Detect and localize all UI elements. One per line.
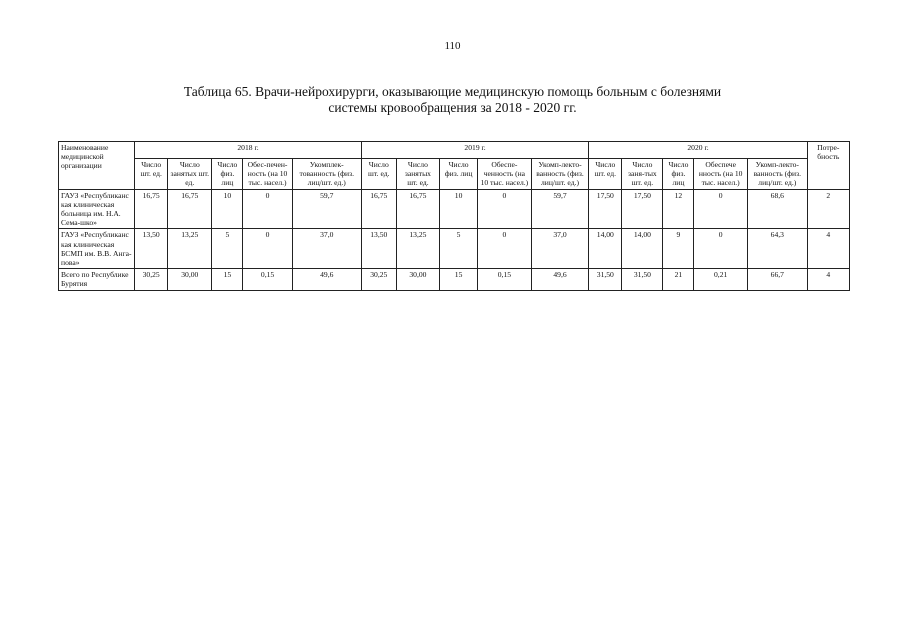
table-cell: 13,50	[135, 229, 168, 269]
table-cell: 30,00	[168, 269, 212, 290]
table-cell: 59,7	[292, 189, 361, 229]
header-organization: Наименование медицинской организации	[59, 142, 135, 190]
table-cell: 14,00	[622, 229, 663, 269]
table-cell: 64,3	[747, 229, 807, 269]
subheader: Укомп-лекто-ванность (физ. лиц/шт. ед.)	[747, 159, 807, 190]
table-row	[59, 269, 850, 290]
need-cell: 4	[807, 229, 849, 269]
table-cell: 0	[694, 229, 748, 269]
table-cell: 37,0	[292, 229, 361, 269]
page-number: 110	[444, 40, 461, 52]
table-cell: 16,75	[168, 189, 212, 229]
subheader: Обеспе-ченность (на 10 тыс. насел.)	[478, 159, 532, 190]
table-cell: 31,50	[622, 269, 663, 290]
table-cell: 49,6	[531, 269, 589, 290]
table-cell: 49,6	[292, 269, 361, 290]
title-line-1: Таблица 65. Врачи-нейрохирурги, оказывающие медицинскую помощь больным с болезнями	[183, 84, 722, 99]
subheader: Число физ. лиц	[440, 159, 478, 190]
need-cell: 2	[807, 189, 849, 229]
table-cell: 13,25	[396, 229, 439, 269]
table-cell: 0,15	[478, 269, 532, 290]
table-cell: 17,50	[622, 189, 663, 229]
table-cell: 5	[212, 229, 243, 269]
subheader: Число шт. ед.	[361, 159, 396, 190]
table-cell: 17,50	[589, 189, 622, 229]
table-cell: 5	[440, 229, 478, 269]
subheader: Число шт. ед.	[589, 159, 622, 190]
table-cell: 30,00	[396, 269, 439, 290]
table-cell: 15	[440, 269, 478, 290]
subheader: Укомплек-тованность (физ. лиц/шт. ед.)	[292, 159, 361, 190]
table-cell: 10	[212, 189, 243, 229]
table-cell: 15	[212, 269, 243, 290]
table-cell: 68,6	[747, 189, 807, 229]
organization-name: ГАУЗ «Республиканс кая клиническая БСМП им. В.В. Анга-пова»	[59, 229, 135, 269]
table-title	[100, 84, 805, 116]
table-cell: 21	[663, 269, 694, 290]
header-year-2020: 2020 г.	[589, 142, 807, 159]
table-cell: 59,7	[531, 189, 589, 229]
subheader: Число занятых шт. ед.	[396, 159, 439, 190]
subheader: Число заня-тых шт. ед.	[622, 159, 663, 190]
table-cell: 10	[440, 189, 478, 229]
data-table	[58, 141, 850, 291]
title-line-2: системы кровообращения за 2018 - 2020 гг.	[328, 100, 577, 115]
subheader: Укомп-лекто-ванность (физ. лиц/шт. ед.)	[531, 159, 589, 190]
subheader: Обеспече нность (на 10 тыс. насел.)	[694, 159, 748, 190]
table-cell: 30,25	[361, 269, 396, 290]
organization-name: ГАУЗ «Республиканс кая клиническая больница им. Н.А. Сема-шко»	[59, 189, 135, 229]
table-cell: 13,50	[361, 229, 396, 269]
subheader: Обес-печен-ность (на 10 тыс. насел.)	[243, 159, 292, 190]
table-cell: 14,00	[589, 229, 622, 269]
table-cell: 0,15	[243, 269, 292, 290]
table-row	[59, 189, 850, 229]
organization-name: Всего по Республике Бурятия	[59, 269, 135, 290]
subheader: Число физ. лиц	[663, 159, 694, 190]
header-year-2019: 2019 г.	[361, 142, 589, 159]
table-cell: 0	[478, 189, 532, 229]
table-cell: 13,25	[168, 229, 212, 269]
table-cell: 0	[243, 189, 292, 229]
table-cell: 16,75	[396, 189, 439, 229]
table-cell: 66,7	[747, 269, 807, 290]
table-cell: 9	[663, 229, 694, 269]
subheader: Число занятых шт. ед.	[168, 159, 212, 190]
need-cell: 4	[807, 269, 849, 290]
table-cell: 30,25	[135, 269, 168, 290]
table-cell: 16,75	[135, 189, 168, 229]
subheader: Число физ. лиц	[212, 159, 243, 190]
table-cell: 0	[694, 189, 748, 229]
header-need: Потре-бность	[807, 142, 849, 190]
table-row	[59, 229, 850, 269]
table-cell: 16,75	[361, 189, 396, 229]
header-year-2018: 2018 г.	[135, 142, 362, 159]
table-cell: 0	[478, 229, 532, 269]
table-cell: 0	[243, 229, 292, 269]
table-cell: 0,21	[694, 269, 748, 290]
table-cell: 12	[663, 189, 694, 229]
table-cell: 37,0	[531, 229, 589, 269]
table-cell: 31,50	[589, 269, 622, 290]
subheader: Число шт. ед.	[135, 159, 168, 190]
